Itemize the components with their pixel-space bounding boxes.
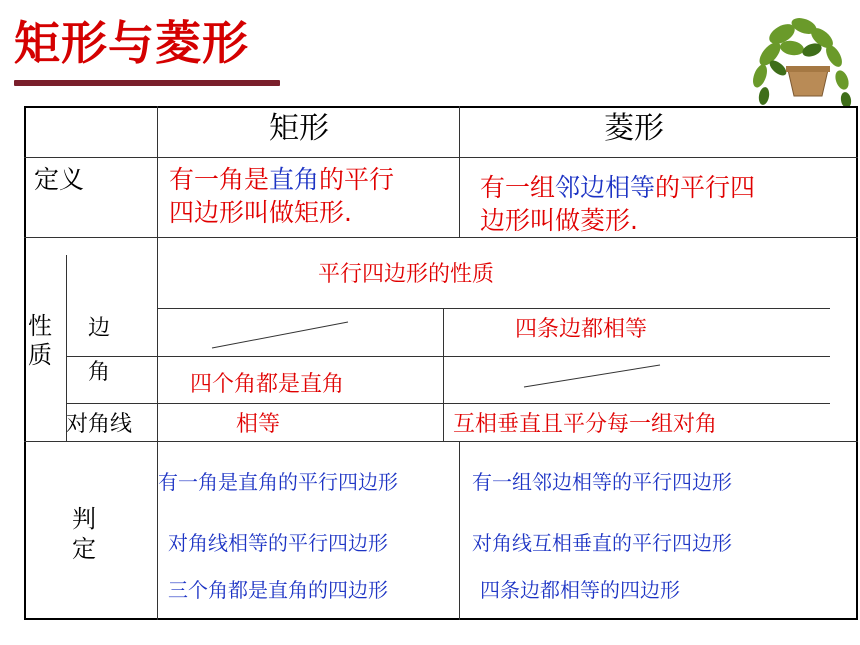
slide-title: 矩形与菱形 bbox=[14, 16, 249, 70]
rhombus-diagonals-property: 互相垂直且平分每一组对角 bbox=[453, 412, 718, 437]
header-rectangle: 矩形 bbox=[269, 111, 329, 146]
empty-cell-slash bbox=[210, 318, 352, 352]
potted-plant-icon bbox=[742, 4, 856, 116]
grid-line bbox=[66, 403, 830, 404]
rhombus-criterion-3: 四条边都相等的四边形 bbox=[480, 578, 680, 602]
rhombus-criterion-2: 对角线互相垂直的平行四边形 bbox=[472, 531, 732, 555]
grid-line bbox=[459, 106, 460, 237]
rect-definition-line2: 四边形叫做矩形. bbox=[169, 198, 352, 227]
grid-line bbox=[157, 308, 830, 309]
rect-angles-property: 四个角都是直角 bbox=[190, 372, 345, 397]
rect-criterion-3: 三个角都是直角的四边形 bbox=[168, 578, 388, 602]
sub-label-angles: 角 bbox=[88, 360, 111, 385]
rect-diagonals-property: 相等 bbox=[236, 412, 281, 437]
grid-line bbox=[443, 308, 444, 441]
sub-label-sides: 边 bbox=[88, 316, 111, 341]
header-rhombus: 菱形 bbox=[604, 111, 664, 146]
rhombus-sides-property: 四条边都相等 bbox=[515, 317, 648, 342]
grid-line bbox=[24, 237, 858, 238]
rhombus-definition-line1: 有一组邻边相等的平行四 bbox=[480, 173, 756, 202]
common-properties: 平行四边形的性质 bbox=[318, 262, 495, 287]
title-underline bbox=[14, 80, 280, 86]
grid-line bbox=[24, 441, 858, 442]
rhombus-criterion-1: 有一组邻边相等的平行四边形 bbox=[472, 470, 732, 494]
rect-criterion-1: 有一角是直角的平行四边形 bbox=[158, 470, 398, 494]
rect-definition-line1: 有一角是直角的平行 bbox=[169, 165, 395, 194]
sub-label-diagonals: 对角线 bbox=[66, 412, 133, 437]
grid-line bbox=[66, 356, 830, 357]
row-label-properties: 性质 bbox=[28, 312, 52, 369]
empty-cell-slash bbox=[520, 361, 664, 391]
rhombus-definition-line2: 边形叫做菱形. bbox=[480, 206, 638, 235]
grid-line bbox=[459, 441, 460, 620]
rect-criterion-2: 对角线相等的平行四边形 bbox=[168, 531, 388, 555]
row-label-criteria: 判定 bbox=[72, 505, 96, 563]
row-label-definition: 定义 bbox=[34, 165, 85, 194]
grid-line bbox=[157, 106, 158, 620]
grid-line bbox=[24, 157, 858, 158]
